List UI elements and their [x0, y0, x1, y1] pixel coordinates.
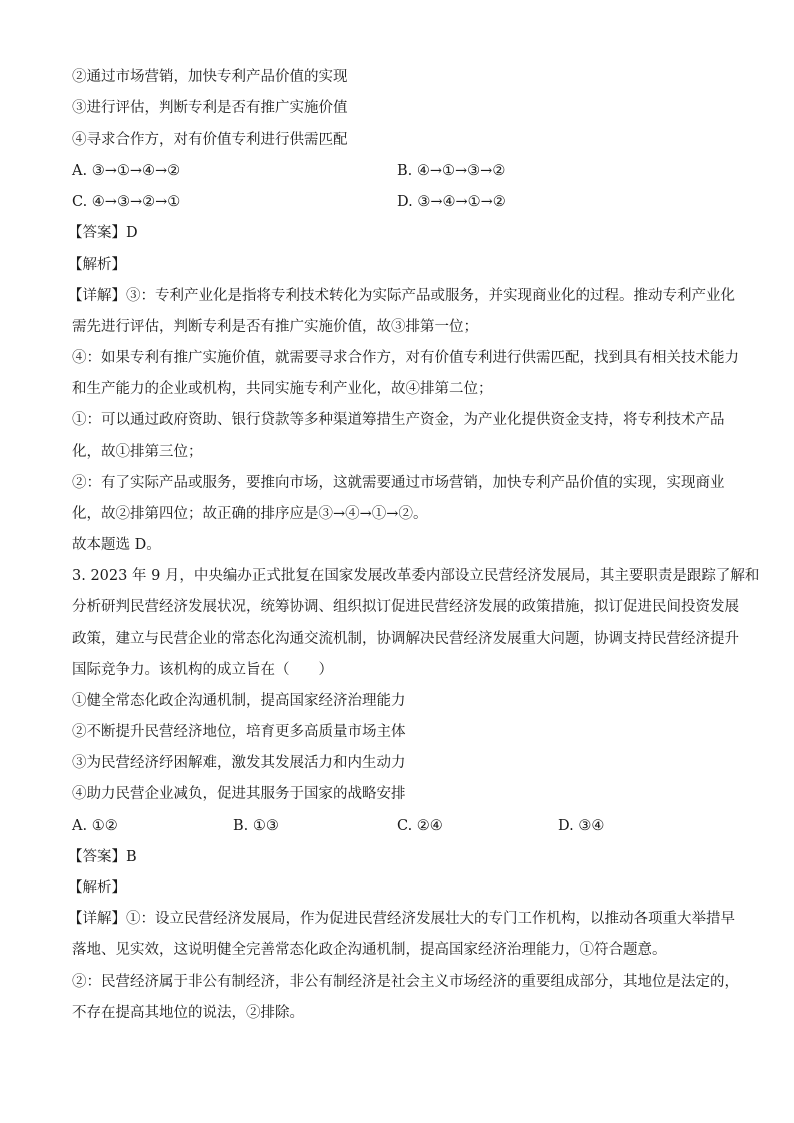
q3-detail-line: 落地、见实效，这说明健全完善常态化政企沟通机制，提高国家经济治理能力，①符合题意。	[72, 942, 667, 958]
q2-detail-line: ②：有了实际产品或服务，要推向市场，这就需要通过市场营销，加快专利产品价值的实现，实现商业	[72, 475, 725, 491]
q3-item: ①健全常态化政企沟通机制，提高国家经济治理能力	[72, 693, 406, 709]
q3-item: ③为民营经济纾困解难，激发其发展活力和内生动力	[72, 755, 406, 771]
q2-option-a: A. ③→①→④→②	[72, 163, 181, 179]
q2-item-3: ③进行评估，判断专利是否有推广实施价值	[72, 100, 348, 116]
q3-option-a: A. ①②	[72, 818, 118, 834]
q2-detail-line: 和生产能力的企业或机构，共同实施专利产业化，故④排第二位；	[72, 381, 493, 397]
q2-conclusion: 故本题选 D。	[72, 537, 161, 553]
q2-option-b: B. ④→①→③→②	[397, 163, 506, 179]
q3-item: ②不断提升民营经济地位，培育更多高质量市场主体	[72, 724, 406, 740]
q2-detail-line: 化，故②排第四位；故正确的排序应是③→④→①→②。	[72, 506, 428, 522]
q2-option-d: D. ③→④→①→②	[397, 194, 506, 210]
q3-stem-line: 政策，建立与民营企业的常态化沟通交流机制，协调解决民营经济发展重大问题，协调支持民营经济提升	[72, 631, 739, 647]
q3-option-c: C. ②④	[397, 818, 443, 834]
q2-item-4: ④寻求合作方，对有价值专利进行供需匹配	[72, 132, 348, 148]
q3-analysis-heading: 【解析】	[68, 880, 126, 896]
q2-detail-line: 化，故①排第三位；	[72, 444, 203, 460]
q3-detail-line: 不存在提高其地位的说法，②排除。	[72, 1005, 304, 1021]
q3-detail-line: 【详解】①：设立民营经济发展局，作为促进民营经济发展壮大的专门工作机构，以推动各项重大举措早	[68, 911, 735, 927]
q2-answer: 【答案】D	[68, 225, 138, 241]
q3-detail-line: ②：民营经济属于非公有制经济，非公有制经济是社会主义市场经济的重要组成部分，其地位是法定的，	[72, 974, 739, 990]
q2-detail-line: ①：可以通过政府资助、银行贷款等多种渠道筹措生产资金，为产业化提供资金支持，将专利技术产品	[72, 412, 725, 428]
q2-option-c: C. ④→③→②→①	[72, 194, 181, 210]
q3-option-b: B. ①③	[233, 818, 279, 834]
q2-detail-line: 【详解】③：专利产业化是指将专利技术转化为实际产品或服务，并实现商业化的过程。推动专利产业化	[68, 288, 735, 304]
q3-stem-line: 国际竞争力。该机构的成立旨在（ ）	[72, 662, 333, 678]
q3-stem-line: 分析研判民营经济发展状况，统筹协调、组织拟订促进民营经济发展的政策措施，拟订促进民间投资发展	[72, 599, 739, 615]
q3-answer: 【答案】B	[68, 849, 137, 865]
q2-item-2: ②通过市场营销，加快专利产品价值的实现	[72, 69, 348, 85]
q2-detail-line: 需先进行评估，判断专利是否有推广实施价值，故③排第一位；	[72, 319, 478, 335]
q3-stem-line: 3. 2023 年 9 月，中央编办正式批复在国家发展改革委内部设立民营经济发展局，其主要职责是跟踪了解和	[72, 568, 760, 584]
q2-analysis-heading: 【解析】	[68, 257, 126, 273]
q2-detail-line: ④：如果专利有推广实施价值，就需要寻求合作方，对有价值专利进行供需匹配，找到具有相关技术能力	[72, 350, 739, 366]
q3-item: ④助力民营企业减负，促进其服务于国家的战略安排	[72, 786, 406, 802]
q3-option-d: D. ③④	[558, 818, 605, 834]
